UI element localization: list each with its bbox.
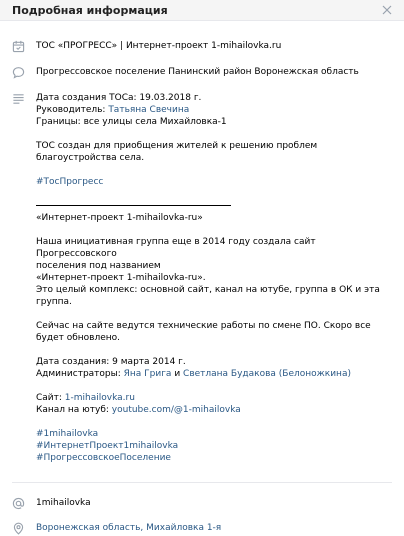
description-admins (36, 368, 390, 380)
info-row-name (0, 40, 404, 52)
paragraph-2: Сейчас на сайте ведутся технические работы по смене ПО. Скоро все будет обновлено. (36, 321, 374, 343)
description-youtube (36, 404, 390, 416)
hashtag-tosprogress[interactable]: #ТосПрогресс (36, 177, 104, 187)
location-pin-icon (12, 522, 26, 536)
dialog-header (0, 0, 404, 21)
text-divider (36, 205, 231, 206)
info-row-short-address (0, 497, 404, 509)
paragraph-1-line-3: «Интернет-проект 1-mihailovka-ru». (36, 273, 206, 283)
leader-label: Руководитель: (36, 105, 109, 115)
admin-link-2[interactable]: Светлана Будакова (Белоножкина) (183, 369, 351, 379)
leader-link[interactable]: Татьяна Свечина (108, 105, 190, 115)
admins-label: Администраторы: (36, 369, 124, 379)
hashtag-1mihailovka[interactable]: #1mihailovka (36, 429, 99, 439)
hashtag-progressovskoe[interactable]: #ПрогрессовскоеПоселение (36, 453, 171, 463)
info-row-description (0, 92, 404, 464)
short-address: 1mihailovka (36, 498, 91, 508)
description-created-2: Дата создания: 9 марта 2014 г. (36, 357, 186, 367)
dialog-title: Подробная информация (12, 3, 168, 17)
hashtag-internetproekt[interactable]: #ИнтернетПроект1mihailovka (36, 441, 179, 451)
close-icon (382, 5, 392, 15)
youtube-link[interactable]: youtube.com/@1-mihailovka (111, 405, 241, 415)
paragraph-1-line-4: Это целый комплекс: основной сайт, канал на ютубе, группа в ОК и эта (36, 285, 380, 295)
youtube-label: Канал на ютуб: (36, 405, 112, 415)
close-button[interactable] (380, 3, 394, 17)
community-name: ТОС «ПРОГРЕСС» | Интернет-проект 1-mihailovka.ru (36, 41, 282, 51)
section-divider (12, 482, 392, 483)
description-purpose: ТОС создан для приобщения жителей к решению проблем благоустройства села. (36, 141, 321, 163)
description-created: Дата создания ТОСа: 19.03.2018 г. (36, 93, 202, 103)
description-leader (36, 104, 390, 116)
site-link[interactable]: 1-mihailovka.ru (64, 393, 135, 403)
info-row-location (0, 66, 404, 78)
info-row-address (0, 522, 404, 534)
calendar-icon (12, 40, 26, 54)
paragraph-1-line-5: группа. (36, 297, 72, 307)
description-site (36, 392, 390, 404)
comment-icon (12, 66, 26, 80)
project-name: «Интернет-проект 1-mihailovka-ru» (36, 213, 203, 223)
at-sign-icon (12, 497, 26, 511)
paragraph-1-line-1: Наша инициативная группа еще в 2014 году создала сайт Прогрессовского (36, 237, 319, 259)
admin-link-1[interactable]: Яна Грига (123, 369, 172, 379)
description-borders: Границы: все улицы села Михайловка-1 (36, 117, 227, 127)
address-link[interactable]: Воронежская область, Михайловка 1-я (36, 523, 222, 533)
site-label: Сайт: (36, 393, 65, 403)
admins-and: и (171, 369, 184, 379)
paragraph-1-line-2: поселения под названием (36, 261, 161, 271)
community-location: Прогрессовское поселение Панинский район Воронежская область (36, 67, 359, 77)
text-lines-icon (12, 92, 26, 106)
